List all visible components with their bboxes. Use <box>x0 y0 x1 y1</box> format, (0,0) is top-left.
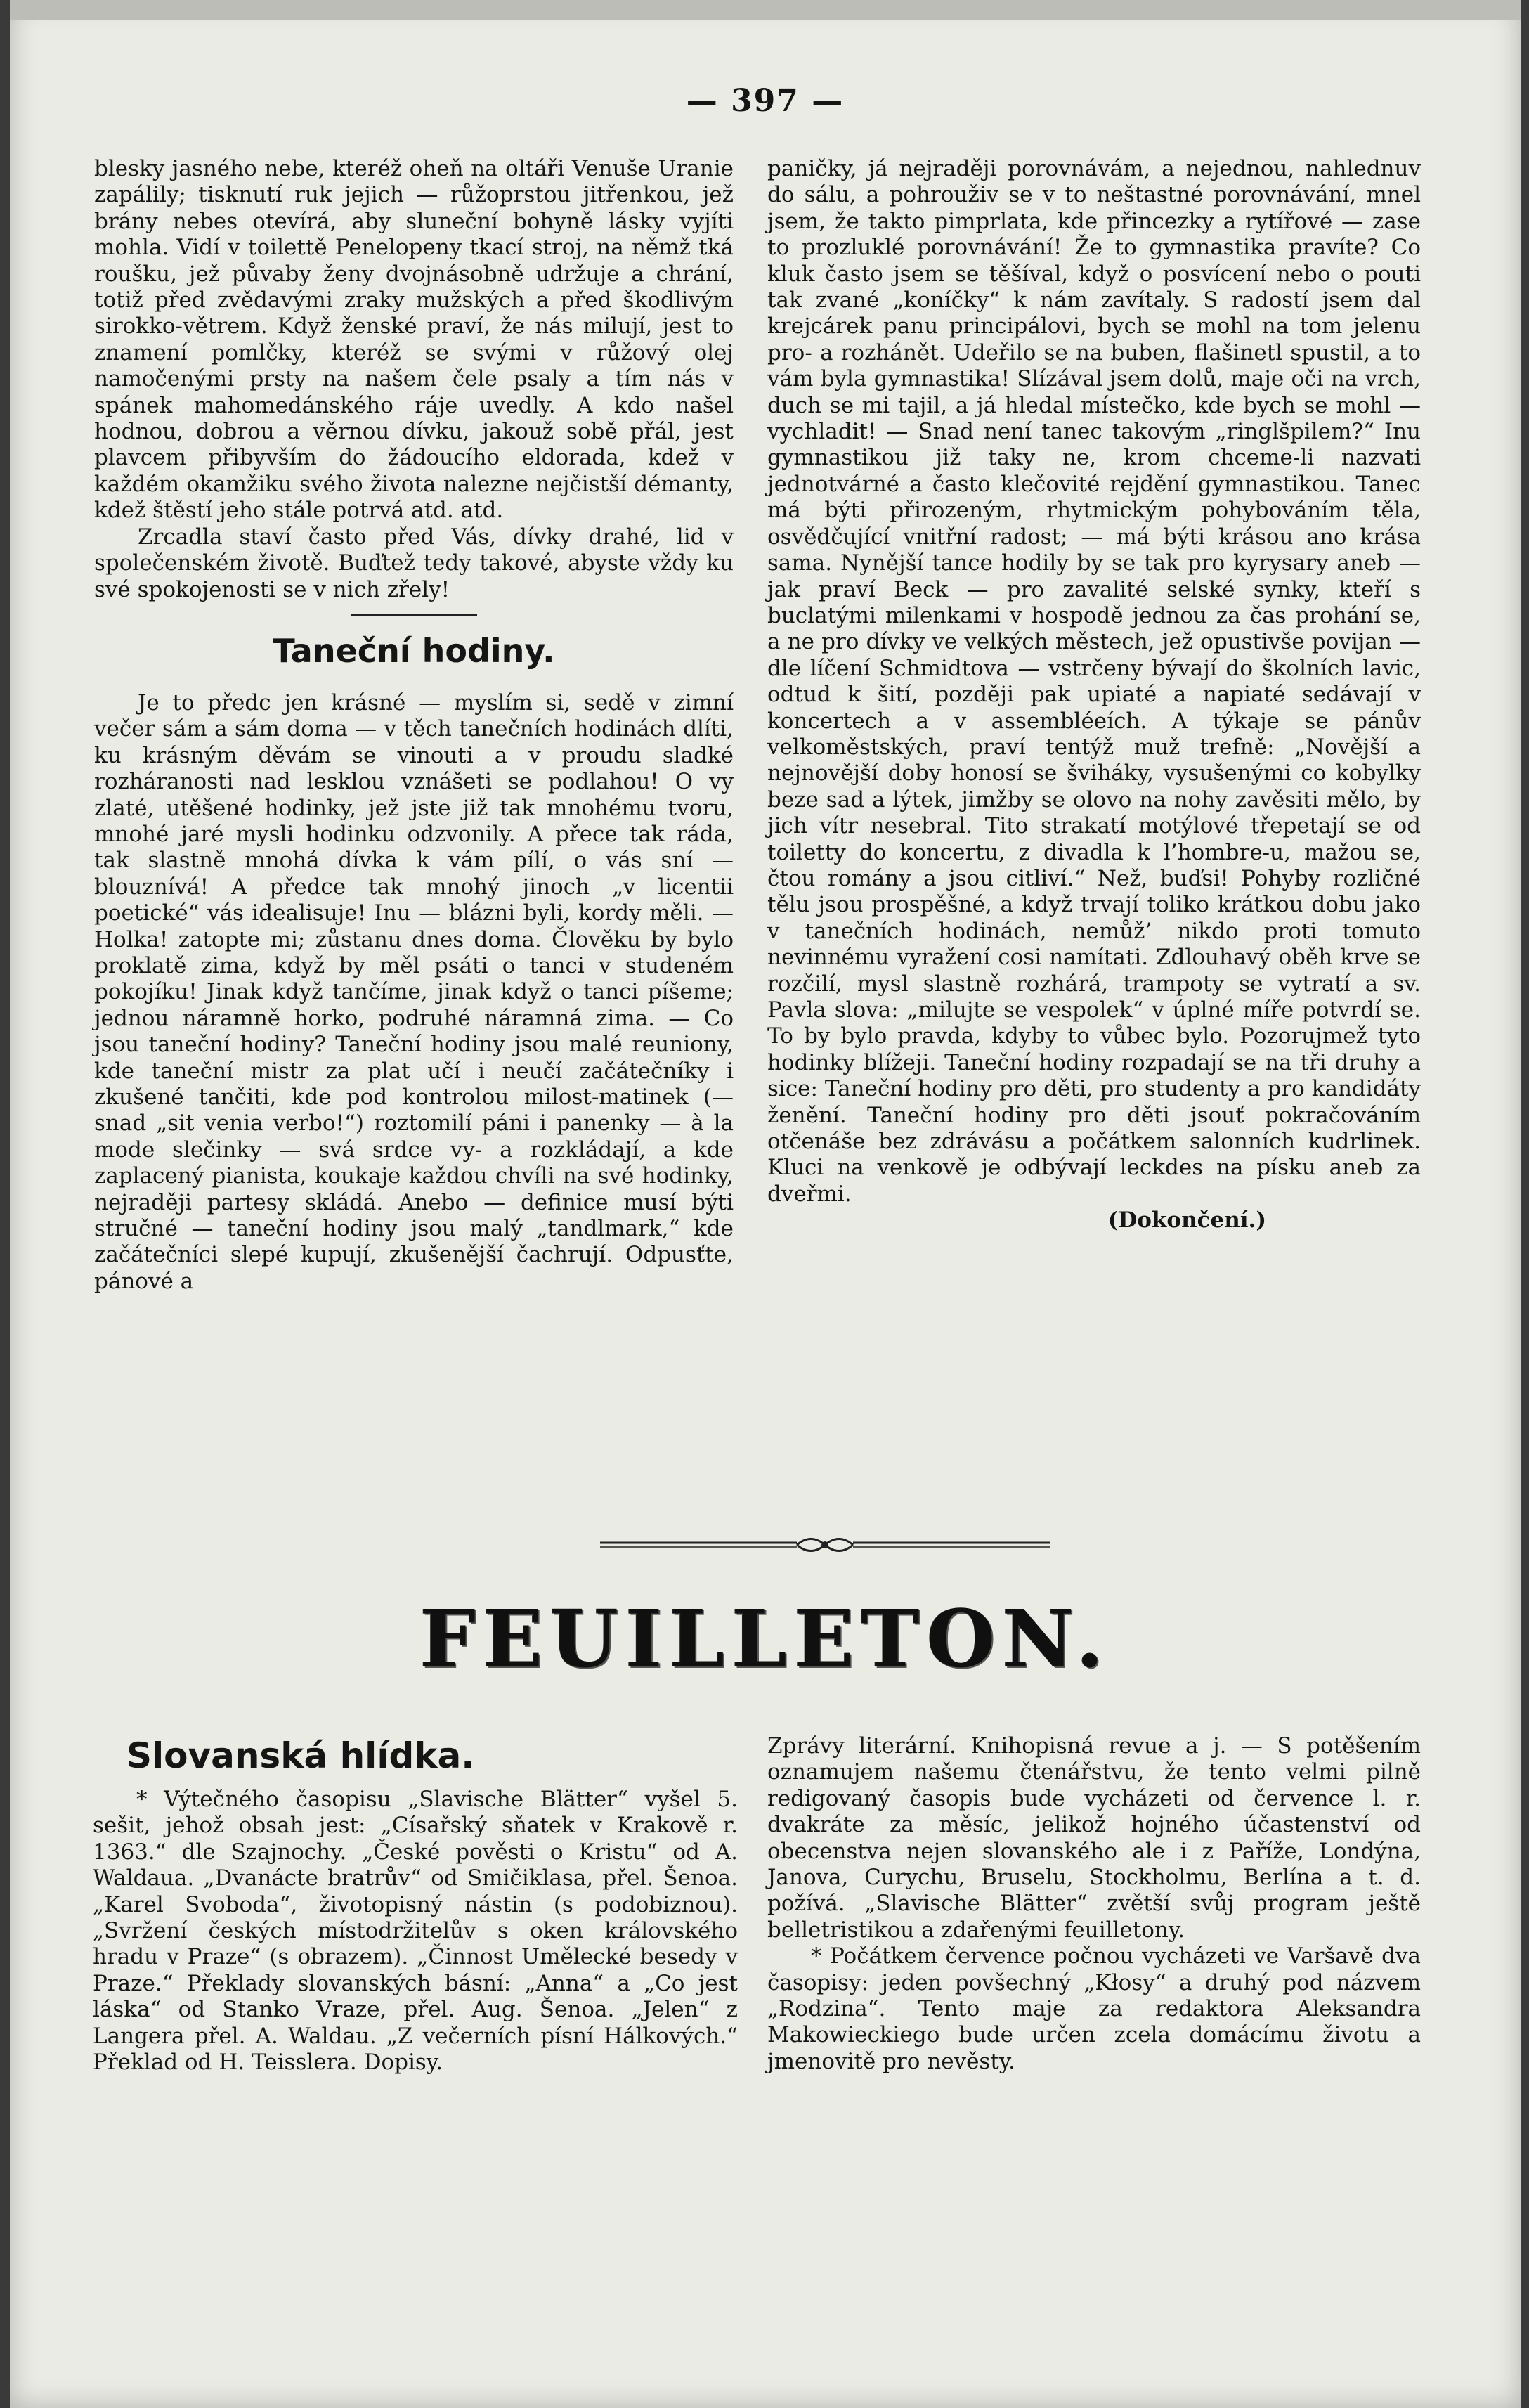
feuilleton-heading: FEUILLETON. <box>419 1593 1111 1685</box>
column-left-top <box>94 156 734 1295</box>
paragraph-literary-news: Zprávy literární. Knihopisná revue a j. — S potěšením oznamujem našemu čtenářstvu, že tento velmi pilně redigovaný časopis bude vycházeti od července l. r. dvakráte za měsíc, jelikož hojného účastenství od obecenstva nejen slovanského ale i z Paříže, Londýna, Janova, Curychu, Bruselu, Stockholmu, Berlína a t. d. požívá. „Slavische Blätter“ zvětší svůj program ještě belletristikou a zdařenými feuilletony. <box>767 1733 1421 1943</box>
section-title-slavic-watch: Slovanská hlídka. <box>126 1735 475 1776</box>
paragraph-dance-lessons: Je to předc jen krásné — myslím si, sedě v zimní večer sám a sám doma — v těch tanečních hodinách dlíti, ku krásným děvám se vinouti a v proudu sladké rozháranosti nad lesklou vznášeti se podlahou! O vy zlaté, utěšené hodinky, jež jste již tak mnohému tvoru, mnohé jaré mysli hodinku odzvonily. A přece tak ráda, tak slastně mnohá dívka k vám pílí, o vás sní — blouznívá! A předce tak mnohý jinoch „v licentii poetické“ vás idealisuje! Inu — blázni byli, kordy měli. — Holka! zatopte mi; zůstanu dnes doma. Člověku by bylo proklatě zima, když by měl psáti o tanci v studeném pokojíku! Jinak když tančíme, jinak když o tanci píšeme; jednou náramně horko, podruhé náramná zima. — Co jsou taneční hodiny? Taneční hodiny jsou malé reuniony, kde taneční mistr za plat učí i neučí začátečníky i zkušené tančiti, kde pod kontrolou milost-matinek (— snad „sit venia verbo!“) roztomilí páni i panenky — à la mode slečinky — svá srdce vy- a rozkládají, a kde zaplacený pianista, koukaje každou chvíli na své hodinky, nejraději partesy skládá. Anebo — definice musí býti stručné — taneční hodiny jsou malý „tandlmark,“ kde začátečníci slepé kupují, zkušenější čachrují. Odpusťte, pánové a <box>94 690 734 1294</box>
page-top-edge <box>10 0 1521 20</box>
paragraph-slavische-blaetter: * Výtečného časopisu „Slavische Blätter“ vyšel 5. sešit, jehož obsah jest: „Císařský sňatek v Krakově r. 1363.“ dle Szajnochy. „České pověsti o Kristu“ od A. Waldaua. „Dvanácte bratrův“ od Smičiklasa, přel. Šenoa. „Karel Svoboda“, životopisný nástin (s podobiznou). „Svržení českých místodržitelův s oken královského hradu v Praze“ (s obrazem). „Činnost Umělecké besedy v Praze.“ Překlady slovanských básní: „Anna“ a „Co jest láska“ od Stanko Vraze, přel. Aug. Šenoa. „Jelen“ z Langera přel. A. Waldau. „Z večerních písní Hálkových.“ Překlad od H. Teisslera. Dopisy. <box>93 1787 738 2076</box>
ornamental-divider <box>600 1529 1050 1557</box>
newspaper-page <box>10 0 1521 2408</box>
column-left-bottom <box>93 1733 738 2076</box>
paragraph-dance-lessons-cont: paničky, já nejraději porovnávám, a nejednou, nahlednuv do sálu, a pohrouživ se v to neštastné porovnávání, mnel jsem, že takto pimprlata, kde přincezky a rytířové — zase to prozluklé porovnávání! Že to gymnastika pravíte? Co kluk často jsem se těšíval, když o posvícení nebo o pouti tak zvané „koníčky“ k nám zavítaly. S radostí jsem dal krejcárek panu principálovi, bych se mohl na tom jelenu pro- a rozhánět. Udeřilo se na buben, flašinetl spustil, a to vám byla gymnastika! Slízával jsem dolů, maje oči na vrch, duch se mi tajil, a já hledal místečko, kde bych se mohl — vychladit! — Snad není tanec takovým „ringlšpilem?“ Inu gymnastikou již taky ne, krom chceme-li nazvati jednotvárné a často klečovité rejdění gymnastikou. Tanec má býti přirozeným, rhytmickým pohybováním těla, osvědčující vnitřní radost; — má býti krásou ano krása sama. Nynější tance hodily by se tak pro kyrysary aneb — jak praví Beck — pro zavalité selské synky, kteří s buclatými milenkami v hospodě jednou za čas prohání se, a ne pro dívky ve velkých městech, jež opustivše povijan — dle líčení Schmidtova — vstrčeny bývají do školních lavic, odtud k šití, později pak upiaté a napiaté sedávají v koncertech a v assembléeích. A týkaje se pánův velkoměstských, praví tentýž muž trefně: „Novější a nejnovější doby honosí se šviháky, vysušenými co kobylky beze sad a lýtek, jimžby se olovo na nohy zavěsiti mělo, by jich vítr nesebral. Tito strakatí motýlové třepetají se od toiletty do koncertu, z divadla k l’hombre-u, mažou se, čtou romány a jsou citliví.“ Než, buďsi! Pohyby rozličné tělu jsou prospěšné, a když trvají toliko krátkou dobu jako v tanečních hodinách, nemůž’ nikdo proti tomuto nevinnému vyražení cosi namítati. Zdlouhavý oběh krve se rozčilí, mysl slastně rozhárá, trampoty se vytratí a sv. Pavla slova: „milujte se vespolek“ v úplné míře potvrdí se. To by bylo pravda, kdyby to vůbec bylo. Pozorujmež tyto hodinky blížeji. Taneční hodiny rozpadají se na tři druhy a sice: Taneční hodiny pro děti, pro studenty a pro kandidáty ženění. Taneční hodiny pro děti jsouť pokračováním otčenáše bez zdrávásu a počátkem salonních kudrlinek. Kluci na venkově je odbývají leckdes na písku aneb za dveřmi. <box>767 156 1421 1207</box>
paragraph-ornate-prose: blesky jasného nebe, kteréž oheň na oltáři Venuše Uranie zapálily; tisknutí ruk jejich — růžoprstou jitřenkou, jež brány nebes otevírá, aby sluneční bohyně lásky vyjíti mohla. Vidí v toilettě Penelopeny tkací stroj, na němž tká roušku, jež půvaby ženy dvojnásobně udržuje a chrání, totiž před zvědavými zraky mužských a před škodlivým sirokko-větrem. Když ženské praví, že nás milují, jest to znamení pomlčky, kteréž se svými v růžový olej namočenými prsty na našem čele psaly a tím nás v spánek mahomedánského ráje uvedly. A kdo našel hodnou, dobrou a věrnou dívku, jakouž sobě přál, jest plavcem přibyvším do žádoucího eldorada, kdež v každém okamžiku svého života nalezne nejčistší démanty, kdež štěstí jeho stále potrvá atd. atd. <box>94 156 734 524</box>
paragraph-warsaw-journals: * Počátkem července počnou vycházeti ve Varšavě dva časopisy: jeden povšechný „Kłosy“ a druhý pod názvem „Rodzina“. Tento maje za redaktora Aleksandra Makowieckiego bude určen zcela domácímu životu a jmenovitě pro nevěsty. <box>767 1943 1421 2074</box>
column-right-bottom <box>767 1733 1421 2075</box>
column-right-top <box>767 156 1421 1234</box>
to-be-continued: (Dokončení.) <box>1107 1208 1266 1234</box>
paragraph-mirrors: Zrcadla staví často před Vás, dívky drahé, lid v společenském životě. Buďtež tedy takové, abyste vždy ku své spokojenosti se v nich zřely! <box>94 524 734 602</box>
section-divider <box>351 614 477 616</box>
page-number: — 397 — <box>686 83 845 119</box>
section-title-dance-lessons: Taneční hodiny. <box>273 631 555 670</box>
